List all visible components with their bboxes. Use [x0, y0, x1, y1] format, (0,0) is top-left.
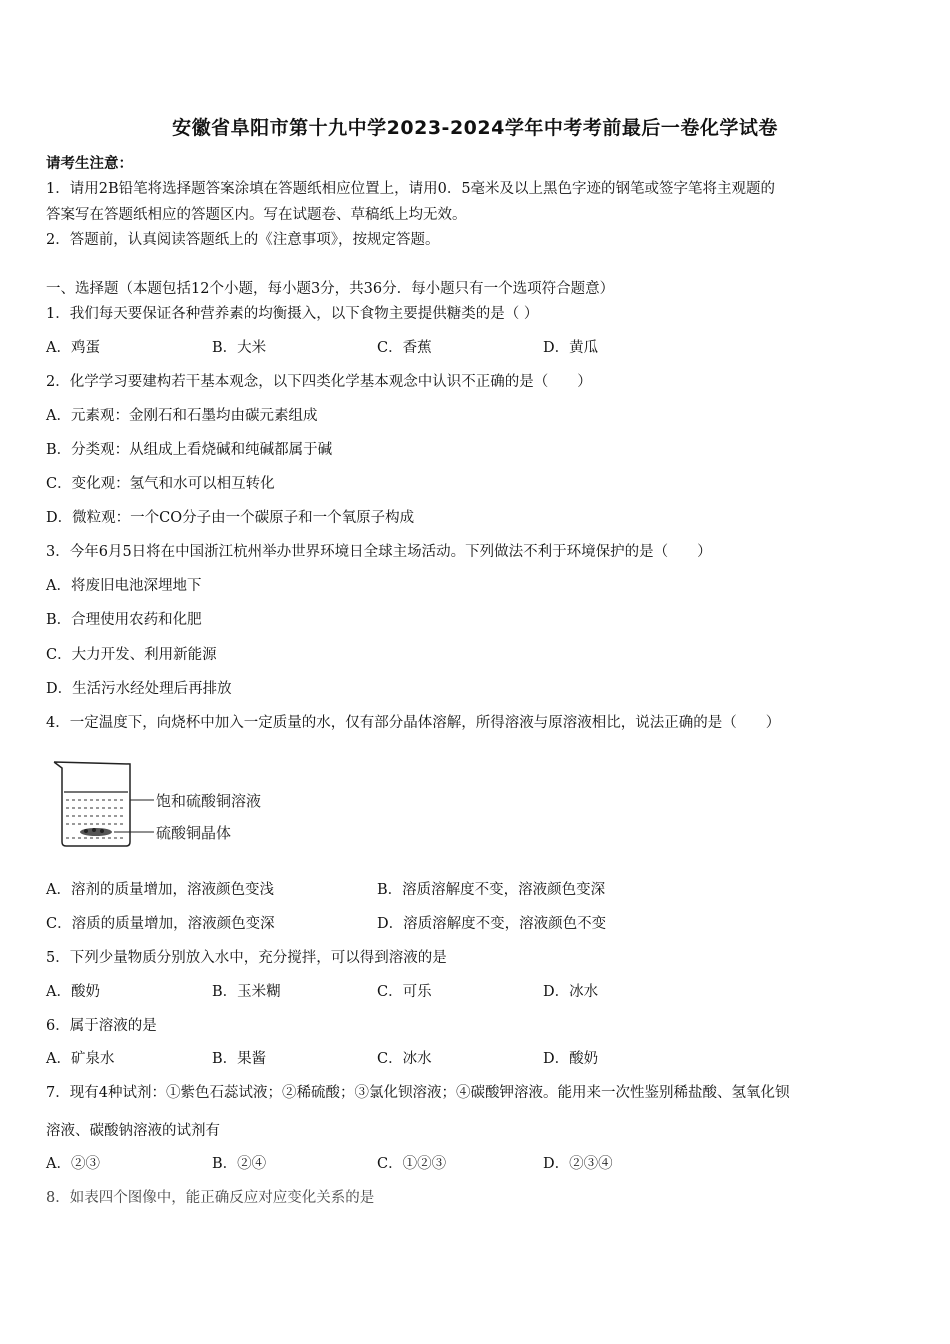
question-5-stem: 5．下列少量物质分别放入水中，充分搅拌，可以得到溶液的是	[46, 950, 447, 966]
q7-option-a: A．②③	[46, 1156, 100, 1172]
q1-option-d: D．黄瓜	[543, 340, 599, 356]
q2-option-a: A．元素观：金刚石和石墨均由碳元素组成	[46, 408, 318, 424]
q4-option-b: B．溶质溶解度不变，溶液颜色变深	[377, 882, 606, 898]
question-7-stem-line-2: 溶液、碳酸钠溶液的试剂有	[46, 1123, 220, 1139]
q4-option-a: A．溶剂的质量增加，溶液颜色变浅	[46, 882, 274, 898]
q1-option-a: A．鸡蛋	[46, 340, 100, 356]
crystal	[92, 828, 96, 832]
q3-option-d: D．生活污水经处理后再排放	[46, 681, 232, 697]
label-crystal: 硫酸铜晶体	[156, 824, 232, 842]
q5-option-d: D．冰水	[543, 984, 599, 1000]
question-4-stem: 4．一定温度下，向烧杯中加入一定质量的水，仅有部分晶体溶解，所得溶液与原溶液相比，说法正确的是（ ）	[46, 715, 781, 731]
q1-option-c: C．香蕉	[377, 340, 432, 356]
notice-item-1-line-2: 答案写在答题纸相应的答题区内。写在试题卷、草稿纸上均无效。	[46, 207, 467, 223]
q3-option-b: B．合理使用农药和化肥	[46, 612, 202, 628]
q6-option-a: A．矿泉水	[46, 1051, 115, 1067]
notice-heading: 请考生注意：	[46, 155, 133, 172]
q7-option-c: C．①②③	[377, 1156, 447, 1172]
q1-option-b: B．大米	[212, 340, 267, 356]
notice-item-2: 2．答题前，认真阅读答题纸上的《注意事项》，按规定答题。	[46, 232, 440, 248]
page-title: 安徽省阜阳市第十九中学2023-2024学年中考考前最后一卷化学试卷	[172, 117, 778, 139]
question-6-stem: 6．属于溶液的是	[46, 1018, 157, 1034]
q4-option-c: C．溶质的质量增加，溶液颜色变深	[46, 916, 275, 932]
question-2-stem: 2．化学学习要建构若干基本观念，以下四类化学基本观念中认识不正确的是（ ）	[46, 374, 592, 390]
q2-option-c: C．变化观：氢气和水可以相互转化	[46, 476, 275, 492]
q2-option-d: D．微粒观：一个CO分子由一个碳原子和一个氧原子构成	[46, 510, 415, 526]
question-3-stem: 3．今年6月5日将在中国浙江杭州举办世界环境日全球主场活动。下列做法不利于环境保护的是（ ）	[46, 544, 712, 560]
q5-option-b: B．玉米糊	[212, 984, 281, 1000]
q3-option-a: A．将废旧电池深埋地下	[46, 578, 202, 594]
q6-option-b: B．果酱	[212, 1051, 267, 1067]
beaker-figure	[50, 758, 290, 850]
question-8-stem: 8．如表四个图像中，能正确反应对应变化关系的是	[46, 1190, 375, 1206]
q6-option-c: C．冰水	[377, 1051, 432, 1067]
label-saturated-solution: 饱和硫酸铜溶液	[156, 792, 262, 810]
q4-option-d: D．溶质溶解度不变，溶液颜色不变	[377, 916, 607, 932]
q7-option-d: D．②③④	[543, 1156, 613, 1172]
q2-option-b: B．分类观：从组成上看烧碱和纯碱都属于碱	[46, 442, 333, 458]
question-1-stem: 1．我们每天要保证各种营养素的均衡摄入，以下食物主要提供糖类的是（ ）	[46, 306, 539, 322]
q5-option-c: C．可乐	[377, 984, 432, 1000]
q6-option-d: D．酸奶	[543, 1051, 599, 1067]
q3-option-c: C．大力开发、利用新能源	[46, 647, 217, 663]
section-heading: 一、选择题（本题包括12个小题，每小题3分，共36分．每小题只有一个选项符合题意）	[46, 281, 615, 297]
notice-item-1-line-1: 1．请用2B铅笔将选择题答案涂填在答题纸相应位置上，请用0．5毫米及以上黑色字迹的钢笔或签字笔将主观题的	[46, 181, 776, 197]
crystal	[84, 829, 88, 833]
crystal	[100, 829, 104, 833]
q7-option-b: B．②④	[212, 1156, 267, 1172]
q5-option-a: A．酸奶	[46, 984, 100, 1000]
question-7-stem-line-1: 7．现有4种试剂：①紫色石蕊试液；②稀硫酸；③氯化钡溶液；④碳酸钾溶液。能用来一次性鉴别稀盐酸、氢氧化钡	[46, 1085, 790, 1101]
